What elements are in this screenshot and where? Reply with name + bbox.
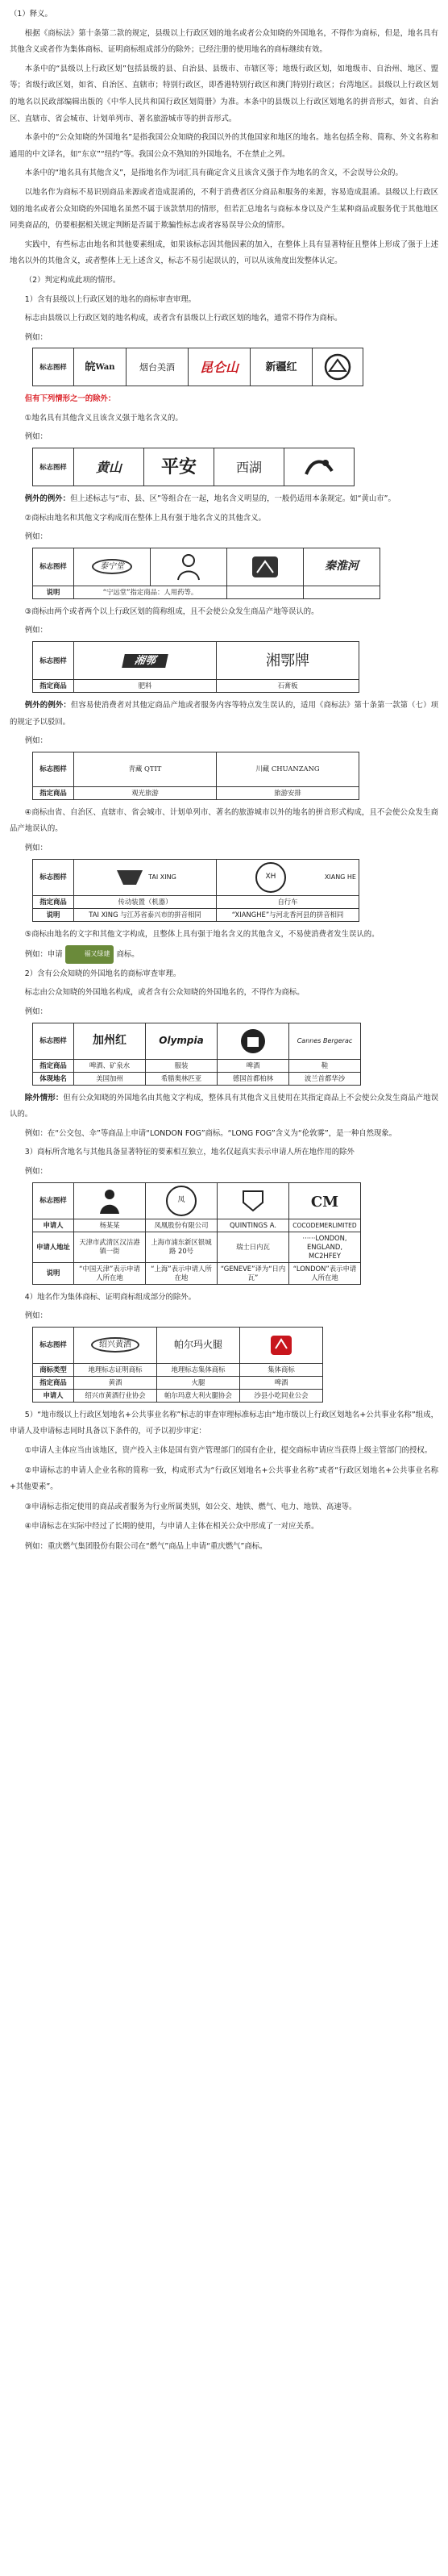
section-title: 2）含有公众知晓的外国地名的商标审查审理。 [24, 969, 181, 978]
document-page [10, 0, 438, 1555]
table-cell: 传动装置（机器） [74, 895, 217, 908]
logo-xianghe: XH XIANG HE [219, 861, 356, 894]
taixing-icon [114, 865, 146, 890]
table-header: 说明 [33, 908, 74, 921]
stage-icon [249, 553, 281, 581]
logo-quintings [220, 1185, 286, 1217]
logo-table [32, 548, 380, 599]
paragraph: ③商标由两个或者两个以上行政区划的简称组成，且不会使公众发生商品产地等误认的。 [24, 606, 319, 616]
list-item: ②申请标志的申请人企业名称的简称一致，构成形式为“行政区划地名+公共事业名称”或者“行政区划地名+公共事业名称+其他要素”。 [10, 1465, 438, 1492]
exception-label: 除外情形： [24, 1093, 64, 1103]
logo-jiazhouhong: 加州红 [93, 1034, 127, 1048]
logo-shaoxing: 绍兴黄酒 [77, 1329, 154, 1361]
table-cell: “GENEVE”译为“日内瓦” [218, 1262, 289, 1284]
table-cell: 鞋 [289, 1059, 361, 1072]
svg-text:CM: CM [310, 1193, 339, 1211]
list-item: ①申请人主体应当由该地区，资产投入主体是国有资产管理部门的国有企业，提交商标申请应当获得上级主管部门的授权。 [24, 1445, 433, 1455]
logo-yantai: 烟台美酒 [139, 361, 175, 373]
logo-castle [220, 1025, 286, 1057]
section-title: 5）“地市级以上行政区划地名+公共事业名称”标志的审查审理标准标志由“地市级以上行政区划地名+公共事业名称”组成，申请人及申请标志同时具备以下条件的，可予以初步审定： [10, 1410, 438, 1436]
example-label: 例如： [24, 1541, 48, 1551]
section-title: 3）商标所含地名与其他具备显著特征的要素相互独立，地名仅起真实表示申请人所在地作用的除外 [24, 1148, 355, 1157]
logo-figure [153, 551, 224, 583]
exception-text: 但容易使消费者对其他定商品产地或者服务内容等特点发生误认的，适用《商标法》第十条第一款第（七）项的规定予以驳回。 [10, 701, 438, 727]
logo-figure2 [77, 1185, 143, 1217]
table-cell: “LONDON”表示申请人所在地 [289, 1262, 361, 1284]
table-cell: “宁远堂”指定商品：人用药等。 [74, 586, 227, 598]
logo-pingan: 平安 [160, 456, 197, 477]
logo-taining: 泰宁堂 [77, 551, 147, 583]
logo-huangshan: 黄山 [95, 459, 122, 475]
paragraph: 实践中，有些标志由地名和其他要素组成，如果该标志因其他因素的加入，在整体上具有显著特征且整体上形成了强于上述地名以外的其他含义，或者整体上无上述含义，标志不易引起误认的，可以从该角度出发整体认定。 [10, 240, 438, 266]
table-cell: COCODEMERLIMITED [289, 1219, 361, 1232]
cm-icon [309, 1189, 341, 1213]
table-cell: 地理标志集体商标 [157, 1363, 240, 1376]
crest-icon [239, 1188, 268, 1214]
table-cell: 集体商标 [240, 1363, 323, 1376]
table-cell: “上海”表示申请人所在地 [146, 1262, 218, 1284]
emblem-icon [323, 353, 352, 381]
table-cell: TAI XING 与江苏省泰兴市的拼音相同 [74, 908, 217, 921]
section-title: 1）含有县级以上行政区划的地名的商标审查审理。 [24, 294, 197, 304]
table-cell: 天津市武清区汉沽港镇一街 [74, 1232, 146, 1262]
table-header: 标志图样 [33, 548, 74, 586]
table-cell: 杨某某 [74, 1219, 146, 1232]
paragraph: ④商标由省、自治区、直辖市、省会城市、计划单列市、著名的旅游城市以外的地名的拼音形式构成，且不会使公众发生商品产地误认的。 [10, 807, 438, 834]
table-header: 标志图样 [33, 859, 74, 895]
exception-title: 但有下列情形之一的除外： [24, 394, 116, 404]
table-header: 指定商品 [33, 1376, 74, 1389]
figure-icon [175, 552, 202, 581]
logo-table [32, 1327, 323, 1403]
logo-olympia: Olympia [159, 1035, 204, 1047]
paragraph: （2）判定构成此项的情形。 [24, 275, 121, 285]
table-cell: 凤凰股份有限公司 [146, 1219, 218, 1232]
list-item: ④申请标志在实际中经过了长期的使用，与申请人主体在相关公众中形成了一对应关系。 [24, 1522, 319, 1532]
list-item: ③申请标志指定使用的商品或者服务为行业所属类别，如公交、地铁、燃气、电力、地铁、高速等。 [24, 1502, 357, 1511]
logo-mark [287, 451, 351, 483]
logo-xiangepai: 湘鄂牌 [266, 652, 309, 669]
table-header: 说明 [33, 1262, 74, 1284]
paragraph: 本条中的“县级以上行政区划”包括县级的县、自治县、县级市、市辖区等；地级行政区划，如地级市、自治州、地区、盟等；省级行政区划，如省、自治区、直辖市；特别行政区，即香港特别行政区和澳门特别行政区；台湾地区。县级以上行政区划的地名以民政部编辑出版的《中华人民共和国行政区划简册》为准。本条中的县级以上行政区划地名的拼音形式，如省、自治区、直辖市、省会城市、计划单列市、著名旅游城市等的拼音形式。 [10, 64, 438, 123]
table-cell: 希腊奥林匹亚 [146, 1072, 218, 1085]
logo-table [32, 1023, 361, 1086]
example-label: 例如： [24, 432, 48, 442]
logo-taixing: TAI XING [77, 861, 214, 894]
logo-qinhuai: 秦淮河 [325, 560, 359, 573]
table-cell: 黄酒 [74, 1376, 157, 1389]
table-cell: 瑞士日内瓦 [218, 1232, 289, 1262]
example-label: 例如： [24, 1311, 48, 1321]
table-cell: 啤酒 [218, 1059, 289, 1072]
paragraph: 本条中的“公众知晓的外国地名”是指我国公众知晓的我国以外的其他国家和地区的地名。地名包括全称、简称、外文名称和通用的中文译名，如“东京”“纽约”等。我国公众不熟知的外国地名，不在禁止之列。 [10, 133, 438, 159]
table-header: 指定商品 [33, 786, 74, 799]
table-cell: 帕尔玛意大利火腿协会 [157, 1389, 240, 1402]
example-label: 例如： [24, 736, 48, 746]
paragraph: 以地名作为商标不易识别商品来源或者造成混淆的，不利于消费者区分商品和服务的来源，容易造成混淆。县级以上行政区划的地名或者公众知晓的外国地名虽然不属于该款禁用的情形，但若汇总地名与商标本身以及产生某种商品或服务优于其他地区同类商品的，仍要根据相关规定判断是否属于欺骗性标志或者容易误导公众的情形。 [10, 187, 438, 231]
table-header: 标志图样 [33, 1182, 74, 1219]
table-cell: 自行车 [217, 895, 359, 908]
logo-xiange: 湘鄂 [77, 644, 214, 677]
logo-xihu: 西湖 [235, 459, 262, 475]
table-cell: 服装 [146, 1059, 218, 1072]
example-label: 例如： [24, 844, 48, 852]
paragraph: 例如：申请 福又绿建 商标。 [10, 945, 438, 964]
table-cell: 美国加州 [74, 1072, 146, 1085]
table-cell: 沙县小吃同业公会 [240, 1389, 323, 1402]
table-header: 标志图样 [33, 1327, 74, 1363]
logo-emblem [315, 351, 360, 383]
logo-table [32, 752, 359, 800]
logo-shaxian [243, 1329, 320, 1361]
logo-xinjianghong: 新疆红 [265, 361, 297, 373]
table-cell: ······LONDON, ENGLAND, MC2HFEY [289, 1232, 361, 1262]
example-label: 例如： [24, 626, 48, 636]
table-header: 申请人 [33, 1389, 74, 1402]
section-title: 4）地名作为集体商标、证明商标组成部分的除外。 [24, 1292, 197, 1302]
table-header: 申请人 [33, 1219, 74, 1232]
table-cell: QUINTINGS A. [218, 1219, 289, 1232]
castle-icon [239, 1027, 267, 1055]
logo-stage [230, 551, 301, 583]
table-cell: 石膏板 [217, 680, 359, 693]
table-header: 申请人地址 [33, 1232, 74, 1262]
table-header: 标志图样 [33, 1023, 74, 1059]
logo-table [32, 641, 359, 693]
table-cell: 旅游安排 [217, 786, 359, 799]
table-header: 指定商品 [33, 680, 74, 693]
logo-cocodemer [292, 1185, 358, 1217]
paragraph: ⑤商标由地名的文字和其他文字构成，且整体上具有强于地名含义的其他含义，不易使消费者发生误认的。 [24, 929, 380, 939]
paragraph [10, 491, 438, 508]
logo-wan: 皖 Wan [85, 361, 115, 373]
stamp-logo: 福又绿建 [65, 945, 114, 964]
intro-heading: （1）释义。 [10, 10, 52, 19]
table-header: 商标类型 [33, 1363, 74, 1376]
shaxian-icon [268, 1332, 295, 1358]
paragraph [10, 698, 438, 731]
example-label: 例如： [24, 532, 48, 542]
table-header: 标志图样 [33, 448, 74, 486]
table-header: 指定商品 [33, 1059, 74, 1072]
mark-icon [301, 455, 337, 479]
table-cell: 波兰首都华沙 [289, 1072, 361, 1085]
logo-kunlun: 昆仑山 [199, 359, 239, 375]
paragraph: 本条中的“地名具有其他含义”，是指地名作为词汇具有确定含义且该含义强于作为地名的含义，不会误导公众的。 [24, 169, 403, 178]
example-label: 例如： [24, 1166, 48, 1176]
table-cell: 上海市浦东新区银城路 20号 [146, 1232, 218, 1262]
table-cell: 绍兴市黄酒行业协会 [74, 1389, 157, 1402]
exception-label: 例外的例外： [24, 494, 71, 504]
table-cell: 啤酒、矿泉水 [74, 1059, 146, 1072]
table-header: 说明 [33, 586, 74, 598]
table-cell: “中国天津”表示申请人所在地 [74, 1262, 146, 1284]
paragraph: ①地名具有其他含义且该含义强于地名含义的。 [24, 413, 183, 423]
table-header: 指定商品 [33, 895, 74, 908]
table-header: 标志图样 [33, 752, 74, 786]
paragraph: 例如：在“公交包、伞”等商品上申请“LONDON FOG”商标。“LONG FOG”含义为“伦敦雾”，是一种自然现象。 [24, 1128, 397, 1138]
table-cell: 德国首都柏林 [218, 1072, 289, 1085]
logo-phoenix: 凤 [148, 1185, 214, 1217]
person-icon [97, 1187, 122, 1215]
logo-qingzang: 青藏 QTIT [74, 752, 217, 786]
paragraph: 根据《商标法》第十条第二款的规定，县级以上行政区划的地名或者公众知晓的外国地名，不得作为商标，但是，地名具有其他含义或者作为集体商标、证明商标组成部分的除外；已经注册的使用地名的商标继续有效。 [10, 28, 438, 55]
exception-text: 但上述标志与“市、县、区”等组合在一起，地名含义明显的，一般仍适用本条规定。如“黄山市”。 [70, 494, 396, 504]
logo-table [32, 1182, 361, 1285]
table-cell: 地理标志证明商标 [74, 1363, 157, 1376]
table-header: 标志图样 [33, 642, 74, 680]
paragraph: ②商标由地名和其他文字构成而在整体上具有强于地名含义的其他含义。 [24, 513, 266, 523]
table-cell: 肥料 [74, 680, 217, 693]
logo-chuanzang: 川藏 CHUANZANG [217, 752, 359, 786]
logo-table [32, 448, 355, 486]
paragraph: 标志由公众知晓的外国地名构成，或者含有公众知晓的外国地名的，不得作为商标。 [24, 988, 305, 998]
table-header: 标志图样 [33, 348, 74, 386]
table-cell: “XIANGHE”与河北香河县的拼音相同 [217, 908, 359, 921]
table-cell: 啤酒 [240, 1376, 323, 1389]
logo-parma: 帕尔玛火腿 [173, 1339, 222, 1351]
table-header: 体现地名 [33, 1072, 74, 1085]
logo-cannes: Cannes Bergerac [297, 1037, 353, 1045]
logo-table [32, 859, 359, 922]
logo-table [32, 348, 363, 386]
paragraph: 除外情形：但有公众知晓的外国地名由其他文字构成，整体具有其他含义且使用在其指定商品上不会使公众发生商品产地误认的。 [10, 1093, 438, 1119]
example-label: 例如： [24, 332, 48, 342]
paragraph: 标志由县级以上行政区划的地名构成，或者含有县级以上行政区划的地名，通常不得作为商标。 [24, 314, 342, 323]
table-cell: 火腿 [157, 1376, 240, 1389]
exception-label: 例外的例外： [24, 701, 71, 711]
example-label: 例如： [24, 1007, 48, 1016]
table-cell: 观光旅游 [74, 786, 217, 799]
paragraph: 例如：重庆燃气集团股份有限公司在“燃气”商品上申请“重庆燃气”商标。 [24, 1541, 268, 1551]
